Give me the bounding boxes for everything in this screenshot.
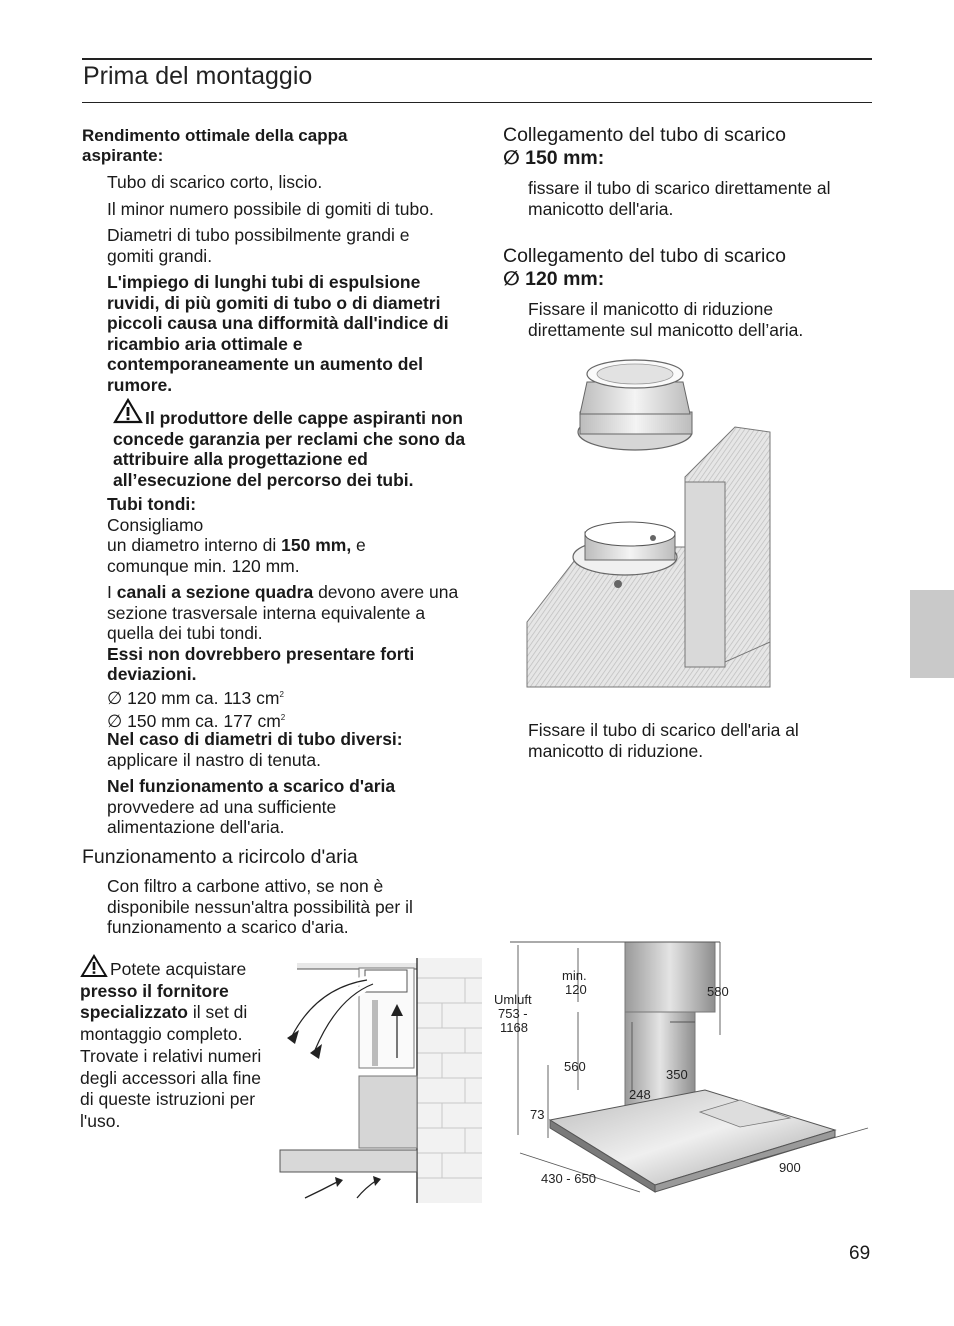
warning-text: Il produttore delle cappe aspiranti non concede garanzia per reclami che sono da attribuire alla progettazione ed all’esecuzione del percorso dei tubi.	[113, 408, 466, 490]
text: applicare il nastro di tenuta.	[107, 749, 322, 770]
heading-line: ∅ 150 mm:	[503, 147, 605, 169]
bold-text: presso il fornitore specializzato	[80, 980, 229, 1023]
square-ducts-warning: Essi non dovrebbero presentare forti deviazioni.	[107, 643, 415, 684]
top-rule	[82, 58, 872, 60]
dimension-label: Umluft	[494, 992, 532, 1007]
bold-note: L'impiego di lunghi tubi di espulsione ruvidi, di più gomiti di tubo o di diametri piccoli causa una difformità dall'indice di ricambio aria ottimale e contemporaneamente un aumento del rumore.	[107, 272, 449, 395]
paragraph: Il minor numero possibile di gomiti di tubo.	[107, 199, 434, 219]
text: il set di montaggio completo. Trovate i relativi numeri degli accessori alla fine di queste istruzioni per l'uso.	[80, 1002, 262, 1131]
warning-icon	[113, 398, 143, 424]
square-ducts-text	[107, 582, 472, 644]
text: I	[107, 582, 117, 602]
header-rule	[82, 102, 872, 103]
warning-note	[113, 408, 473, 490]
round-pipes-title: Tubi tondi:	[107, 494, 197, 514]
connection-120-heading	[503, 245, 883, 291]
dimension-drawing	[490, 930, 875, 1200]
connection-120-text: Fissare il manicotto di riduzione direttamente sul manicotto dell’aria.	[528, 299, 804, 340]
bold-text: canali a sezione quadra	[116, 582, 314, 602]
dimension-label: min.	[562, 968, 587, 983]
reduction-collar-illustration	[525, 352, 775, 697]
text: ∅ 120 mm ca. 113 cm	[107, 687, 280, 708]
text: ∅ 150 mm ca. 177 cm	[107, 710, 281, 731]
dimension-label: 900	[779, 1160, 801, 1175]
dimension-label: 350	[666, 1067, 688, 1082]
page-title: Prima del montaggio	[83, 62, 313, 90]
page-number: 69	[849, 1243, 871, 1264]
different-diameters-block	[107, 729, 472, 770]
superscript: 2	[279, 689, 284, 699]
paragraph: Tubo di scarico corto, liscio.	[107, 172, 323, 192]
dimension-label: 120	[565, 982, 587, 997]
text: devono avere una sezione trasversale interna equivalente a quella dei tubi tondi.	[107, 582, 459, 643]
round-pipes-line	[107, 535, 467, 556]
text: un diametro interno di	[107, 535, 282, 555]
bold-text: Nel caso di diametri di tubo diversi:	[107, 729, 403, 749]
paragraph: Diametri di tubo possibilmente grandi e gomiti grandi.	[107, 225, 410, 266]
dimension-label: 560	[564, 1059, 586, 1074]
recirculation-illustration	[277, 958, 487, 1208]
dimension-line	[107, 685, 472, 708]
dimension-label: 430 - 650	[541, 1171, 596, 1186]
round-pipes-block	[107, 494, 467, 576]
text: provvedere ad una sufficiente alimentazione dell'aria.	[107, 796, 337, 837]
dimension-label: 753 -	[498, 1006, 528, 1021]
dimension-line	[107, 708, 472, 731]
bold-value: 150 mm,	[281, 535, 352, 555]
round-pipes-line: Consigliamo	[107, 514, 204, 535]
square-ducts-block	[107, 582, 472, 731]
heading-line: Collegamento del tubo di scarico	[503, 245, 786, 267]
text: Potete acquistare	[110, 959, 247, 979]
exhaust-block	[107, 776, 407, 838]
recirculation-text: Con filtro a carbone attivo, se non è disponibile nessun'altra possibilità per il funzionamento a scarico d'aria.	[107, 876, 413, 937]
connection-150-heading	[503, 124, 883, 170]
bold-text: Nel funzionamento a scarico d'aria	[107, 776, 396, 796]
superscript: 2	[280, 712, 286, 722]
section-tab	[910, 590, 954, 678]
heading-line: ∅ 120 mm:	[503, 268, 605, 290]
dimension-label: 248	[629, 1087, 651, 1102]
dimension-label: 73	[530, 1107, 545, 1122]
section-heading-performance: Rendimento ottimale della cappa aspirante:	[82, 126, 348, 165]
dimension-label: 1168	[500, 1020, 528, 1035]
connection-150-text: fissare il tubo di scarico direttamente al manicotto dell'aria.	[528, 178, 831, 219]
accessory-note	[80, 959, 275, 1133]
round-pipes-line: comunque min. 120 mm.	[107, 555, 300, 576]
figure-caption: Fissare il tubo di scarico dell'aria al manicotto di riduzione.	[528, 720, 799, 761]
dimension-label: 580	[707, 984, 729, 999]
text: e	[351, 535, 366, 555]
recirculation-heading: Funzionamento a ricircolo d'aria	[82, 846, 358, 868]
heading-line: Collegamento del tubo di scarico	[503, 124, 786, 146]
